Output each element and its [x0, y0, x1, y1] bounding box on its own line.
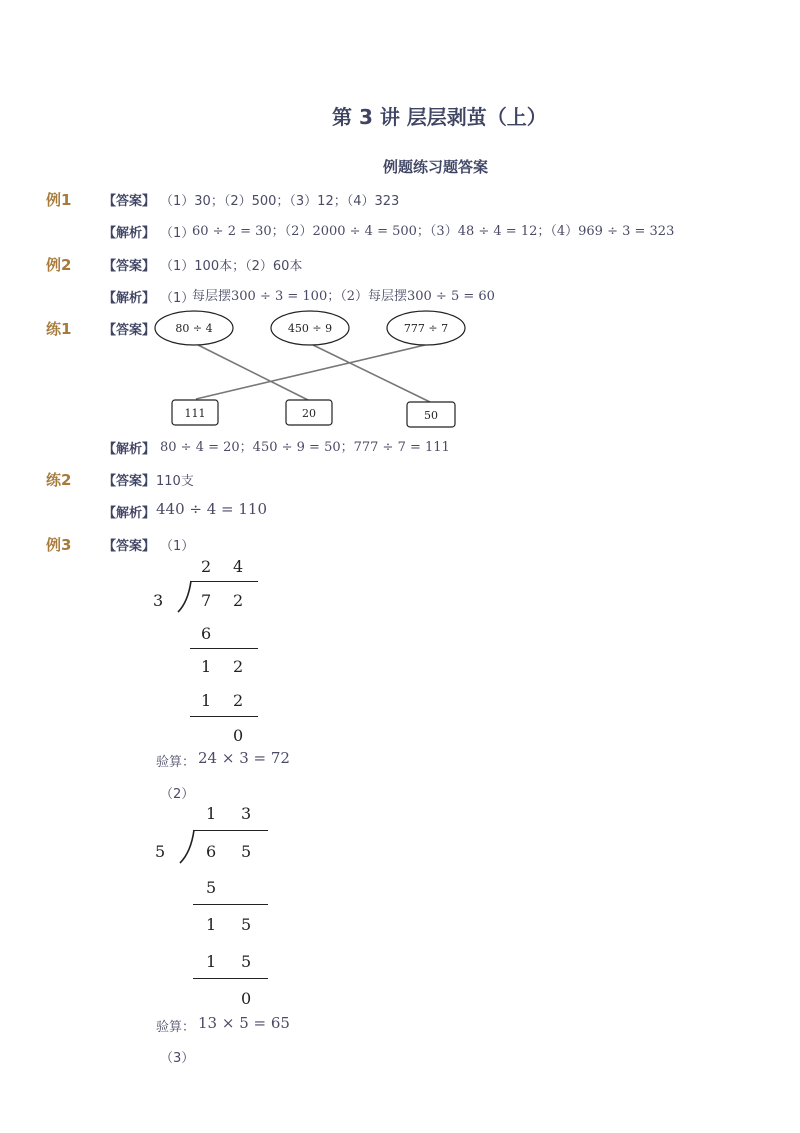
subtraction-step: 5 [241, 952, 252, 971]
box-label: 111 [184, 407, 206, 420]
subtraction-line [190, 716, 258, 717]
divisor: 5 [155, 842, 166, 861]
box-label: 50 [424, 409, 438, 422]
remainder-digit: 2 [233, 657, 244, 676]
remainder-digit: 1 [201, 657, 212, 676]
example-1-analysis: 60 ÷ 2 = 30；（2）2000 ÷ 4 = 500；（3）48 ÷ 4 = 12；（4）969 ÷ 3 = 323 [192, 224, 675, 239]
dividend-digit: 6 [206, 842, 217, 861]
oval-label: 80 ÷ 4 [175, 322, 213, 335]
dividend-digit: 5 [241, 842, 252, 861]
practice-1-analysis: 80 ÷ 4 = 20；450 ÷ 9 = 50；777 ÷ 7 = 111 [160, 440, 450, 455]
match-line [196, 345, 425, 399]
box-label: 20 [302, 407, 316, 420]
practice-2-answer: 110支 [156, 474, 194, 489]
final-remainder: 0 [233, 726, 244, 745]
final-remainder: 0 [241, 989, 252, 1008]
match-line [198, 345, 310, 401]
match-line [313, 345, 430, 402]
example-2-analysis: 每层摆300 ÷ 3 = 100；（2）每层摆300 ÷ 5 = 60 [192, 289, 495, 304]
subtraction-step: 6 [201, 624, 212, 643]
section-subtitle: 例题练习题答案 [383, 158, 489, 176]
check-equation: 24 × 3 = 72 [198, 749, 290, 767]
check-label: 验算： [156, 755, 196, 770]
example-1-analysis-prefix: （1） [160, 226, 195, 241]
practice-2-label: 练2 [46, 471, 72, 489]
example-2-answer: （1）100本；（2）60本 [160, 259, 303, 274]
subtraction-line [193, 978, 268, 979]
example-3-part-3-label: （3） [160, 1051, 195, 1066]
quotient-digit: 1 [206, 804, 217, 823]
check-label: 验算： [156, 1020, 196, 1035]
example-2-label: 例2 [46, 256, 72, 274]
example-1-label: 例1 [46, 191, 72, 209]
page-title: 第 3 讲 层层剥茧（上） [332, 105, 547, 129]
subtraction-step: 1 [206, 952, 217, 971]
oval-label: 777 ÷ 7 [403, 322, 449, 335]
division-bracket [176, 580, 196, 614]
dividend-digit: 7 [201, 591, 212, 610]
division-bracket [178, 829, 200, 865]
subtraction-line [190, 648, 258, 649]
example-2-analysis-prefix: （1） [160, 291, 195, 306]
answer-tag: 【答案】 [103, 259, 156, 274]
example-3-label: 例3 [46, 536, 72, 554]
quotient-digit: 3 [241, 804, 252, 823]
quotient-digit: 2 [201, 557, 212, 576]
subtraction-step: 2 [233, 691, 244, 710]
remainder-digit: 5 [241, 915, 252, 934]
example-3-part-2-label: （2） [160, 787, 195, 802]
answer-tag: 【答案】 [103, 323, 156, 338]
quotient-digit: 4 [233, 557, 244, 576]
matching-diagram [0, 0, 800, 440]
answer-tag: 【答案】 [103, 194, 156, 209]
example-3-part-1-label: （1） [160, 539, 195, 554]
analysis-tag: 【解析】 [103, 506, 156, 521]
analysis-tag: 【解析】 [103, 291, 156, 306]
division-bar [193, 830, 268, 831]
answer-tag: 【答案】 [103, 539, 156, 554]
oval-label: 450 ÷ 9 [287, 322, 333, 335]
subtraction-step: 5 [206, 878, 217, 897]
analysis-tag: 【解析】 [103, 226, 156, 241]
practice-2-analysis: 440 ÷ 4 = 110 [156, 500, 268, 518]
practice-1-label: 练1 [46, 320, 72, 338]
check-equation: 13 × 5 = 65 [198, 1014, 290, 1032]
subtraction-step: 1 [201, 691, 212, 710]
example-1-answer: （1）30；（2）500；（3）12；（4）323 [160, 194, 400, 209]
divisor: 3 [153, 591, 164, 610]
dividend-digit: 2 [233, 591, 244, 610]
subtraction-line [193, 904, 268, 905]
analysis-tag: 【解析】 [103, 442, 156, 457]
remainder-digit: 1 [206, 915, 217, 934]
division-bar [190, 581, 258, 582]
answer-tag: 【答案】 [103, 474, 156, 489]
